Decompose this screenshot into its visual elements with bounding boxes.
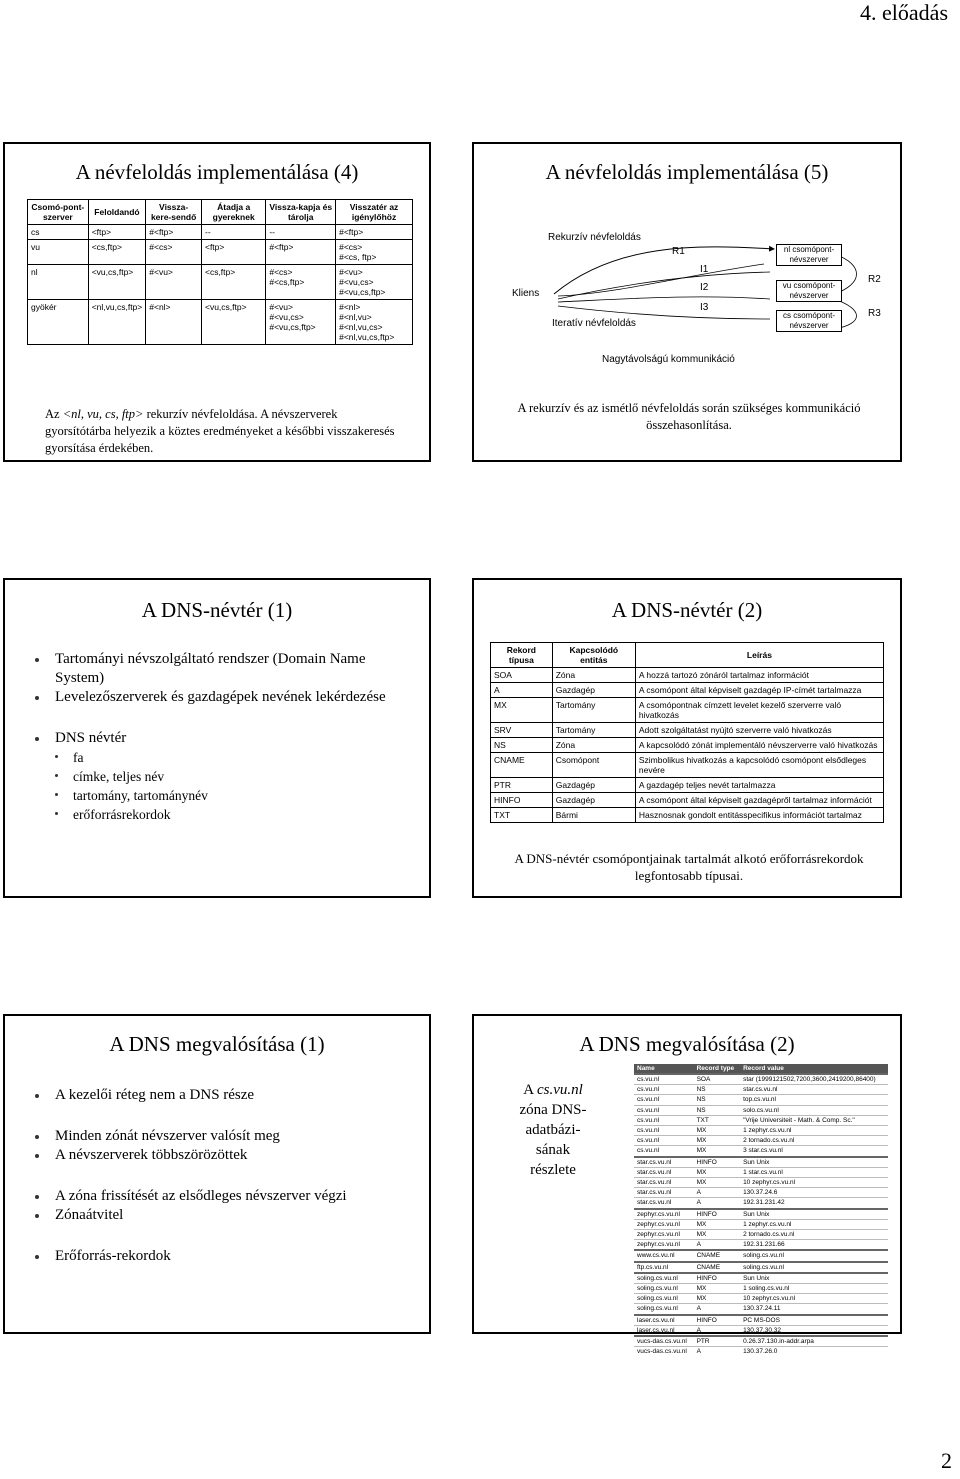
table-cell: <vu,cs,ftp>	[88, 265, 146, 300]
table-cell: Tartomány	[552, 698, 635, 723]
table-cell: 130.37.24.11	[740, 1304, 888, 1315]
table-cell: Csomópont	[552, 753, 635, 778]
table-row	[491, 778, 884, 793]
table-row	[634, 1284, 888, 1294]
table-row	[634, 1126, 888, 1136]
table-row	[634, 1146, 888, 1157]
i3-label: I3	[700, 302, 709, 313]
table-cell: 1 zephyr.cs.vu.nl	[740, 1126, 888, 1136]
i2-label: I2	[700, 282, 709, 293]
table-cell: #<ftp>	[266, 240, 336, 265]
table-row	[634, 1105, 888, 1115]
table-cell: star.cs.vu.nl	[634, 1178, 694, 1188]
list-item: címke, teljes név	[27, 767, 407, 786]
table-cell: <ftp>	[201, 240, 265, 265]
table-cell: cs.vu.nl	[634, 1126, 694, 1136]
table-cell: Zóna	[552, 738, 635, 753]
table-cell: <cs,ftp>	[88, 240, 146, 265]
table-row	[634, 1085, 888, 1095]
table-cell: HINFO	[491, 793, 553, 808]
table-row	[634, 1262, 888, 1273]
slide-5-bullets	[27, 1086, 417, 1266]
table-row	[28, 240, 413, 265]
table-cell: #<nl>	[146, 300, 202, 345]
table-row	[491, 753, 884, 778]
table-cell: TXT	[491, 808, 553, 823]
slide-2	[472, 142, 902, 462]
list-item: DNS névtér	[27, 729, 407, 748]
table-cell: MX	[694, 1136, 740, 1146]
table-cell: zephyr.cs.vu.nl	[634, 1230, 694, 1240]
table-cell: 10 zephyr.cs.vu.nl	[740, 1294, 888, 1304]
table-cell: cs.vu.nl	[634, 1095, 694, 1105]
table-cell: Sun Unix	[740, 1209, 888, 1220]
table-cell: Tartomány	[552, 723, 635, 738]
table-row	[491, 668, 884, 683]
table-cell: 1 star.cs.vu.nl	[740, 1167, 888, 1177]
table-cell: 1 zephyr.cs.vu.nl	[740, 1219, 888, 1229]
caption-rest: rekurzív névfeloldása. A névszerverek gyorsítótárba helyezik a köztes eredményeket a későbbi visszakeresés gyorsítása érdekében.	[45, 407, 395, 455]
table-cell: cs.vu.nl	[634, 1136, 694, 1146]
client-label: Kliens	[512, 288, 540, 299]
list-item: fa	[27, 748, 407, 767]
table-cell: SOA	[491, 668, 553, 683]
table-row	[634, 1304, 888, 1315]
slide-6-side-text	[478, 1080, 628, 1180]
table-cell: 130.37.24.6	[740, 1188, 888, 1198]
column-header: Feloldandó	[88, 200, 146, 225]
table-cell: nl	[28, 265, 89, 300]
table-cell: HINFO	[694, 1315, 740, 1326]
table-cell: vucs-das.cs.vu.nl	[634, 1336, 694, 1347]
table-cell: <vu,cs,ftp>	[201, 300, 265, 345]
table-cell: A gazdagép teljes nevét tartalmazza	[635, 778, 883, 793]
column-header: Rekord típusa	[491, 643, 553, 668]
table-cell: A	[694, 1188, 740, 1198]
r1-label: R1	[672, 246, 685, 257]
table-cell: 130.37.26.0	[740, 1347, 888, 1357]
table-cell: zephyr.cs.vu.nl	[634, 1240, 694, 1251]
table-cell: A csomópontnak címzett levelet kezelő szerverre való hivatkozás	[635, 698, 883, 723]
table-cell: NS	[491, 738, 553, 753]
page-number: 2	[941, 1448, 952, 1473]
column-header: Record type	[694, 1064, 740, 1074]
table-row	[491, 698, 884, 723]
table-cell: "Vrije Universiteit - Math. & Comp. Sc."	[740, 1115, 888, 1125]
column-header: Csomó-pont-szerver	[28, 200, 89, 225]
table-cell: gyökér	[28, 300, 89, 345]
table-cell: A	[694, 1347, 740, 1357]
side-text-line3: adatbázi-	[525, 1122, 581, 1138]
table-row	[634, 1230, 888, 1240]
table-cell: A kapcsolódó zónát implementáló névszerverre való hivatkozás	[635, 738, 883, 753]
side-text-zone: cs.vu.nl	[536, 1082, 583, 1098]
table-cell: 1 soling.cs.vu.nl	[740, 1284, 888, 1294]
table-row	[634, 1347, 888, 1357]
table-cell: vu	[28, 240, 89, 265]
column-header: Átadja a gyereknek	[201, 200, 265, 225]
table-cell: cs.vu.nl	[634, 1105, 694, 1115]
r2-label: R2	[868, 274, 881, 285]
table-row	[491, 793, 884, 808]
table-cell: cs.vu.nl	[634, 1074, 694, 1085]
table-cell: vucs-das.cs.vu.nl	[634, 1347, 694, 1357]
table-cell: HINFO	[694, 1273, 740, 1284]
table-cell: star.cs.vu.nl	[634, 1167, 694, 1177]
table-row	[634, 1136, 888, 1146]
table-cell: soling.cs.vu.nl	[634, 1273, 694, 1284]
cs-nameserver-box: cs csomópont-névszerver	[776, 310, 842, 332]
table-cell: 2 tornado.cs.vu.nl	[740, 1136, 888, 1146]
table-cell: CNAME	[491, 753, 553, 778]
resource-record-table	[490, 642, 884, 823]
table-cell: #<vu>	[146, 265, 202, 300]
table-cell: #<vu> #<vu,cs> #<vu,cs,ftp>	[336, 265, 413, 300]
list-item: erőforrásrekordok	[27, 805, 407, 824]
table-row	[634, 1188, 888, 1198]
list-item: Minden zónát névszerver valósít meg	[27, 1127, 417, 1146]
column-header: Visszatér az igénylőhöz	[336, 200, 413, 225]
table-row	[634, 1315, 888, 1326]
list-item: Levelezőszerverek és gazdagépek nevének lekérdezése	[27, 688, 407, 707]
table-cell: www.cs.vu.nl	[634, 1250, 694, 1261]
table-cell: cs.vu.nl	[634, 1115, 694, 1125]
table-row	[634, 1325, 888, 1336]
resolution-diagram	[494, 224, 894, 384]
table-cell: star.cs.vu.nl	[634, 1188, 694, 1198]
list-item: tartomány, tartománynév	[27, 786, 407, 805]
nl-nameserver-box: nl csomópont-névszerver	[776, 244, 842, 266]
table-cell: #<cs>	[146, 240, 202, 265]
table-cell: A csomópont által képviselt gazdagépről tartalmaz információt	[635, 793, 883, 808]
table-row	[28, 265, 413, 300]
table-cell: Gazdagép	[552, 778, 635, 793]
table-row	[634, 1273, 888, 1284]
table-row	[634, 1294, 888, 1304]
list-item: Zónaátvitel	[27, 1206, 417, 1225]
side-text-line4: sának	[535, 1142, 571, 1158]
column-header: Kapcsolódó entitás	[552, 643, 635, 668]
table-cell: CNAME	[694, 1262, 740, 1273]
vu-nameserver-box: vu csomópont-névszerver	[776, 280, 842, 302]
slide-4-title: A DNS-névtér (2)	[611, 598, 763, 622]
slide-4	[472, 578, 902, 898]
slide-3-title: A DNS-névtér (1)	[141, 598, 293, 622]
table-cell: A	[694, 1198, 740, 1209]
side-text-line2: zóna DNS-	[519, 1102, 587, 1118]
table-cell: PC MS-DOS	[740, 1315, 888, 1326]
table-cell: PTR	[491, 778, 553, 793]
table-cell: cs.vu.nl	[634, 1085, 694, 1095]
table-cell: soling.cs.vu.nl	[740, 1262, 888, 1273]
recursive-resolution-table	[27, 199, 413, 345]
table-cell: --	[201, 225, 265, 240]
table-cell: Zóna	[552, 668, 635, 683]
table-cell: Gazdagép	[552, 683, 635, 698]
slide-4-caption: A DNS-névtér csomópontjainak tartalmát alkotó erőforrásrekordok legfontosabb típusai.	[514, 851, 864, 883]
table-cell: #<cs> #<cs,ftp>	[266, 265, 336, 300]
table-cell: A	[694, 1325, 740, 1336]
table-cell: HINFO	[694, 1157, 740, 1168]
table-cell: NS	[694, 1085, 740, 1095]
slide-3	[3, 578, 431, 898]
slide-2-title: A névfeloldás implementálása (5)	[545, 160, 829, 184]
table-row	[634, 1250, 888, 1261]
page-header-title: 4. előadás	[860, 0, 948, 25]
slide-1	[3, 142, 431, 462]
column-header: Vissza-kere-sendő	[146, 200, 202, 225]
table-cell: Gazdagép	[552, 793, 635, 808]
table-cell: soling.cs.vu.nl	[634, 1284, 694, 1294]
table-row	[634, 1336, 888, 1347]
r3-label: R3	[868, 308, 881, 319]
table-row	[491, 683, 884, 698]
table-cell: A csomópont által képviselt gazdagép IP-címét tartalmazza	[635, 683, 883, 698]
iterative-label: Iteratív névfeloldás	[552, 318, 636, 329]
table-cell: #<ftp>	[146, 225, 202, 240]
table-cell: 3 star.cs.vu.nl	[740, 1146, 888, 1157]
table-cell: laser.cs.vu.nl	[634, 1315, 694, 1326]
table-row	[634, 1095, 888, 1105]
table-row	[634, 1198, 888, 1209]
list-item: A kezelői réteg nem a DNS része	[27, 1086, 417, 1105]
table-row	[491, 723, 884, 738]
caption-prefix: Az	[45, 407, 63, 421]
table-cell: PTR	[694, 1336, 740, 1347]
column-header: Vissza-kapja és tárolja	[266, 200, 336, 225]
table-cell: zephyr.cs.vu.nl	[634, 1219, 694, 1229]
list-item: A névszerverek többszörözöttek	[27, 1146, 417, 1165]
table-cell: cs.vu.nl	[634, 1146, 694, 1157]
table-cell: <nl,vu,cs,ftp>	[88, 300, 146, 345]
table-row	[634, 1219, 888, 1229]
column-header: Record value	[740, 1064, 888, 1074]
side-text-line5: részlete	[530, 1162, 576, 1178]
caption-italic: <nl, vu, cs, ftp>	[62, 407, 144, 421]
list-item: Tartományi névszolgáltató rendszer (Domain Name System)	[27, 650, 407, 688]
table-row	[634, 1167, 888, 1177]
table-cell: --	[266, 225, 336, 240]
table-cell: #<vu> #<vu,cs> #<vu,cs,ftp>	[266, 300, 336, 345]
side-text-prefix: A	[523, 1082, 537, 1098]
table-row	[634, 1240, 888, 1251]
recursive-label: Rekurzív névfeloldás	[548, 232, 641, 243]
slide-1-caption	[45, 406, 405, 457]
table-cell: cs	[28, 225, 89, 240]
table-cell: Hasznosnak gondolt entitásspecifikus információt tartalmaz	[635, 808, 883, 823]
table-cell: 192.31.231.42	[740, 1198, 888, 1209]
table-row	[634, 1115, 888, 1125]
table-cell: <cs,ftp>	[201, 265, 265, 300]
table-cell: star.cs.vu.nl	[740, 1085, 888, 1095]
slide-1-title: A névfeloldás implementálása (4)	[75, 160, 359, 184]
column-header: Name	[634, 1064, 694, 1074]
table-cell: 10 zephyr.cs.vu.nl	[740, 1178, 888, 1188]
table-cell: 0.26.37.130.in-addr.arpa	[740, 1336, 888, 1347]
table-cell: star (1999121502,7200,3600,2419200,86400)	[740, 1074, 888, 1085]
table-cell: zephyr.cs.vu.nl	[634, 1209, 694, 1220]
table-cell: MX	[694, 1126, 740, 1136]
table-cell: MX	[694, 1178, 740, 1188]
table-cell: MX	[694, 1146, 740, 1157]
i1-label: I1	[700, 264, 709, 275]
dns-zone-records-table	[634, 1064, 888, 1356]
list-item: A zóna frissítését az elsődleges névszerver végzi	[27, 1187, 417, 1206]
table-cell: Adott szolgáltatást nyújtó szerverre való hivatkozás	[635, 723, 883, 738]
table-cell: NS	[694, 1105, 740, 1115]
table-cell: TXT	[694, 1115, 740, 1125]
slide-6-title: A DNS megvalósítása (2)	[579, 1032, 795, 1056]
table-cell: SOA	[694, 1074, 740, 1085]
table-cell: A hozzá tartozó zónáról tartalmaz információt	[635, 668, 883, 683]
table-cell: 192.31.231.66	[740, 1240, 888, 1251]
table-cell: soling.cs.vu.nl	[634, 1304, 694, 1315]
slide-6	[472, 1014, 902, 1356]
table-row	[491, 738, 884, 753]
table-cell: star.cs.vu.nl	[634, 1198, 694, 1209]
table-cell: MX	[694, 1219, 740, 1229]
table-row	[28, 225, 413, 240]
table-cell: Szimbolikus hivatkozás a kapcsolódó csomópont elsődleges nevére	[635, 753, 883, 778]
table-row	[634, 1178, 888, 1188]
table-row	[634, 1157, 888, 1168]
table-row	[28, 300, 413, 345]
slide-3-bullets	[27, 650, 407, 824]
table-cell: MX	[694, 1284, 740, 1294]
table-row	[634, 1074, 888, 1085]
slide-5	[3, 1014, 431, 1334]
table-cell: A	[694, 1304, 740, 1315]
table-cell: 130.37.30.32	[740, 1325, 888, 1336]
table-cell: #<nl> #<nl,vu> #<nl,vu,cs> #<nl,vu,cs,ftp>	[336, 300, 413, 345]
table-cell: solo.cs.vu.nl	[740, 1105, 888, 1115]
table-cell: MX	[694, 1167, 740, 1177]
table-cell: MX	[491, 698, 553, 723]
table-cell: Bármi	[552, 808, 635, 823]
table-cell: NS	[694, 1095, 740, 1105]
table-cell: MX	[694, 1294, 740, 1304]
table-row	[634, 1209, 888, 1220]
table-cell: Sun Unix	[740, 1273, 888, 1284]
table-cell: star.cs.vu.nl	[634, 1157, 694, 1168]
table-cell: HINFO	[694, 1209, 740, 1220]
table-cell: laser.cs.vu.nl	[634, 1325, 694, 1336]
table-cell: Sun Unix	[740, 1157, 888, 1168]
table-cell: ftp.cs.vu.nl	[634, 1262, 694, 1273]
table-cell: A	[491, 683, 553, 698]
table-cell: top.cs.vu.nl	[740, 1095, 888, 1105]
table-cell: A	[694, 1240, 740, 1251]
list-item: Erőforrás-rekordok	[27, 1247, 417, 1266]
table-row	[491, 808, 884, 823]
column-header: Leírás	[635, 643, 883, 668]
table-cell: MX	[694, 1230, 740, 1240]
table-cell: SRV	[491, 723, 553, 738]
slide-2-caption: A rekurzív és az ismétlő névfeloldás során szükséges kommunikáció összehasonlítása.	[517, 401, 861, 432]
table-cell: soling.cs.vu.nl	[634, 1294, 694, 1304]
slide-5-title: A DNS megvalósítása (1)	[109, 1032, 325, 1056]
table-cell: #<ftp>	[336, 225, 413, 240]
table-cell: soling.cs.vu.nl	[740, 1250, 888, 1261]
table-cell: <ftp>	[88, 225, 146, 240]
table-cell: CNAME	[694, 1250, 740, 1261]
long-distance-label: Nagytávolságú kommunikáció	[602, 354, 735, 365]
table-cell: 2 tornado.cs.vu.nl	[740, 1230, 888, 1240]
table-cell: #<cs> #<cs, ftp>	[336, 240, 413, 265]
